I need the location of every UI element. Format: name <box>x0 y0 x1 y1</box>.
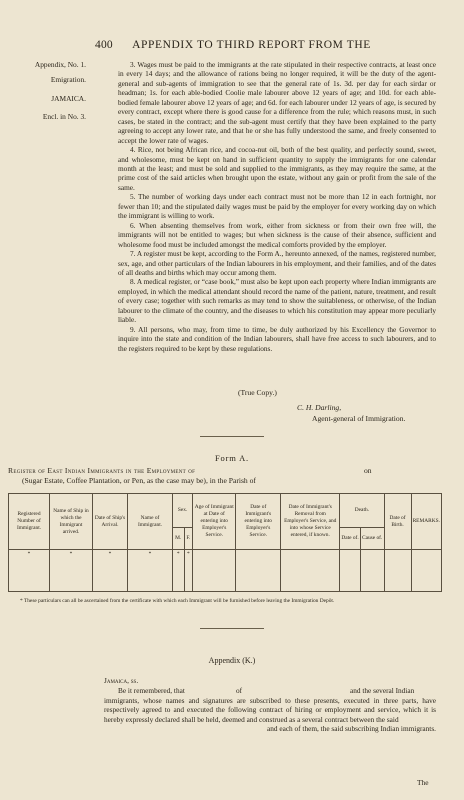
col-death-cause: Cause of. <box>360 528 384 550</box>
page-header <box>95 39 435 51</box>
section-divider-2 <box>200 628 264 629</box>
appendix-k-body: immigrants, whose names and signatures are subscribed to these presents, executed in three parts, have respectively agreed to and executed the following contract of hiring or employment and service, which it is hereby expressly declared shall be held, deemed and construed as a several contract between the said <box>104 696 436 724</box>
col-removal: Date of Immigrant's Removal from Employer's Service, and into whose Service entered, if known. <box>281 494 340 550</box>
catchword: The <box>417 778 429 787</box>
regulations-text <box>118 60 436 353</box>
paragraph-7: 7. A register must be kept, according to the Form A., hereunto annexed, of the names, registered number, sex, age, and other particulars of the Indian labourers in his employment, and their families, and of the dates of all deaths and births which may occur among them. <box>118 249 436 277</box>
col-registered-number: Registered Number of Immigrant. <box>9 494 50 550</box>
paragraph-4: 4. Rice, not being African rice, and cocoa-nut oil, both of the best quality, and perfectly sound, sweet, and wholesome, must be kept on hand in sufficient quantity to supply the immigrants for one calendar month at the least; and must be sold and supplied to the immigrants, as they may require the same, at the prime cost of the said articles when brought upon the estate, without any gain or profit from the sale of the same. <box>118 145 436 192</box>
form-a-title: Form A. <box>215 453 249 463</box>
col-immigrant-name: Name of Immigrant. <box>128 494 173 550</box>
appendix-k-title: Appendix (K.) <box>208 656 256 665</box>
paragraph-9: 9. All persons, who may, from time to time, be duly authorized by his Excellency the Governor to inquire into the state and condition of the Indian labourers, shall have free access to such labourers, and to the registers required to be kept by these regulations. <box>118 324 436 353</box>
col-ship-arrival: Date of Ship's Arrival. <box>93 494 128 550</box>
appendix-k-place: Jamaica, ss. <box>104 676 139 685</box>
signature-name: C. H. Darling, <box>297 403 342 412</box>
col-age: Age of Immigrant at Date of entering into Employer's Service. <box>193 494 236 550</box>
register-form-table <box>8 493 442 592</box>
paragraph-8: 8. A medical register, or “case book,” must also be kept upon each property where Indian immigrants are employed, in which the medical attendant should record the name of the patient, nature, treatment, and result of every case; together with such remarks as may tend to show the suitableness, or otherwise, of the Indian labourer to the climate of the country, and the diseases to which his constitution may appear more peculiarly liable. <box>118 277 436 325</box>
section-divider <box>200 436 264 437</box>
running-title: APPENDIX TO THIRD REPORT FROM THE <box>132 39 371 51</box>
register-heading-line1: Register of East Indian Immigrants in the Employment of on <box>8 466 372 475</box>
signature-office: Agent-general of Immigration. <box>312 414 406 423</box>
margin-note-enclosure: Encl. in No. 3. <box>42 112 86 121</box>
col-date-entering: Date of Immigrant's entering into Employer's Service. <box>236 494 281 550</box>
col-birth: Date of Birth. <box>384 494 411 550</box>
col-sex-male: M. <box>173 528 185 550</box>
paragraph-5: 5. The number of working days under each contract must not be more than 12 in each fortnight, nor fewer than 10; and the stipulated daily wages must be paid by the employer for every working day on which the immigrant is willing to work. <box>118 192 436 221</box>
register-footnote: * These particulars can all be ascertained from the certificate with which each Immigrant will be furnished before leaving the Immigration Depôt. <box>20 598 335 604</box>
page-number: 400 <box>95 39 113 51</box>
paragraph-6: 6. When absenting themselves from work, either from sickness or from their own free will, the immigrants will not be entitled to wages; but when sickness is the cause of their absence, sufficient and wholesome food must be included amongst the medical comforts provided by the employer. <box>118 220 436 249</box>
register-heading-line2: (Sugar Estate, Coffee Plantation, or Pen, as the case may be), in the Parish of <box>22 476 256 485</box>
col-death: Death. <box>340 494 384 528</box>
col-sex-female: F. <box>184 528 193 550</box>
margin-note-appendix: Appendix, No. 1. <box>34 60 86 69</box>
margin-note-jamaica: JAMAICA. <box>51 94 86 103</box>
paragraph-3: 3. Wages must be paid to the immigrants at the rate stipulated in their respective contracts, at least once in every 14 days; and the allowance of rations being no longer required, it will be the duty of the agent-general and sub-agents of immigration to see that the general rate of 1s. 3d. per day for each sirdar or headman; 1s. for each able-bodied Coolie male labourer above 12 years of age; and 10d. for each able-bodied female labourer above 12 years of age; and 6d. for each labourer under 12 years of age, is secured by every contract, except where there is good cause for a difference from the rule; which reasons must, in such cases, be stated in the contract; and the sub-agent must certify that they have been explained to the party agreeing to accept any lower rate, and that he or she has fully understood the same, and freely consented to accept the lower rate of wages. <box>118 60 436 145</box>
appendix-k-opening: Be it remembered, that of and the several Indian <box>118 686 415 695</box>
col-death-date: Date of. <box>340 528 361 550</box>
col-ship-name: Name of Ship in which the Immigrant arrived. <box>50 494 93 550</box>
true-copy-note: (True Copy.) <box>238 388 277 397</box>
col-remarks: REMARKS. <box>411 494 441 550</box>
col-sex: Sex. <box>173 494 193 528</box>
margin-note-emigration: Emigration. <box>50 75 86 84</box>
appendix-k-body-end: and each of them, the said subscribing Indian immigrants. <box>266 724 436 733</box>
table-row: * * * * * * <box>9 550 442 592</box>
